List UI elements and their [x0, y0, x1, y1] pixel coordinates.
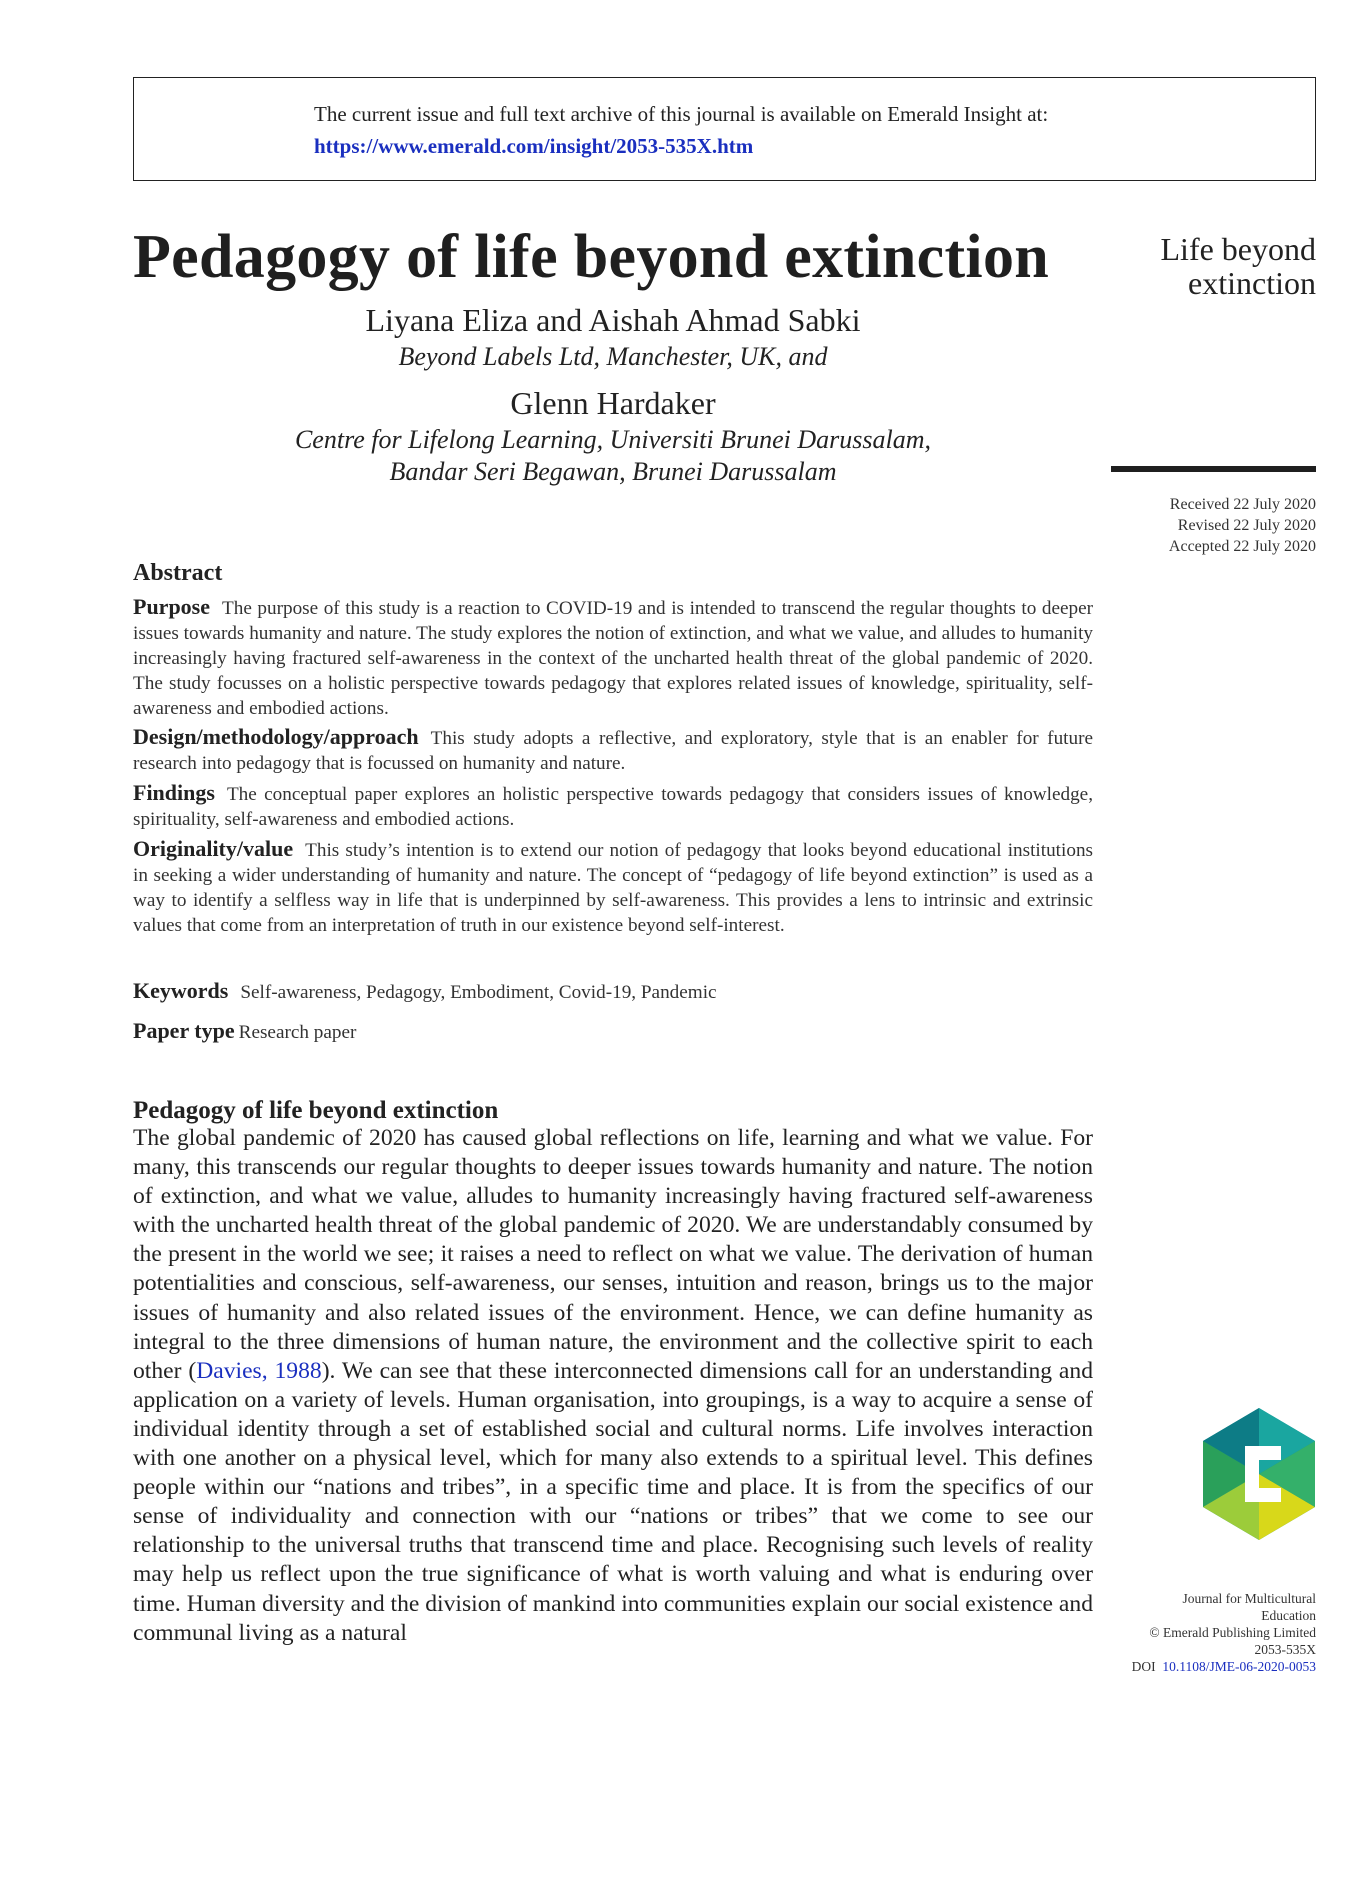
purpose-label: Purpose	[133, 594, 210, 619]
abstract-design	[133, 724, 1093, 776]
design-label: Design/methodology/approach	[133, 724, 419, 749]
running-title-line2: extinction	[1188, 265, 1316, 301]
findings-label: Findings	[133, 780, 215, 805]
abstract-findings	[133, 780, 1093, 832]
body-paragraph	[133, 1124, 1093, 1648]
accepted-date: Accepted 22 July 2020	[1168, 538, 1316, 555]
originality-label: Originality/value	[133, 836, 294, 861]
doi-label: DOI	[1131, 1659, 1156, 1674]
originality-text: This study’s intention is to extend our notion of pedagogy that looks beyond educational institutions in seeking a wider understanding of humanity and nature. The concept of “pedagogy of life beyond extinction” is used as a way to identify a selfless way in life that is underpinned by self-awareness. This provides a lens to intrinsic and extrinsic values that come from an interpretation of truth in our existence beyond self-interest.	[133, 840, 1093, 936]
running-title-line1: Life beyond	[1160, 231, 1316, 267]
affiliation-2-line1: Centre for Lifelong Learning, Universiti Brunei Darussalam,	[294, 425, 932, 454]
design-text: This study adopts a reflective, and exploratory, style that is an enabler for future research into pedagogy that is focussed on humanity and nature.	[133, 728, 1093, 774]
author-group-2	[133, 385, 1093, 422]
purpose-text: The purpose of this study is a reaction to COVID-19 and is intended to transcend the regular thoughts to deeper issues towards humanity and nature. The study explores the notion of extinction, and what we value, and alludes to humanity increasingly having fractured self-awareness in the context of the uncharted health threat of the global pandemic of 2020. The study focusses on a holistic perspective towards pedagogy that explores related issues of knowledge, spirituality, self-awareness and embodied actions.	[133, 598, 1093, 719]
doi-link[interactable]: 10.1108/JME-06-2020-0053	[1162, 1659, 1316, 1674]
received-date: Received 22 July 2020	[1169, 496, 1316, 513]
access-notice: The current issue and full text archive of this journal is available on Emerald Insight at:	[314, 102, 1049, 126]
abstract-purpose	[133, 594, 1093, 721]
submission-dates	[1169, 494, 1316, 557]
journal-name-line1: Journal for Multicultural	[1182, 1591, 1316, 1606]
paper-title: Pedagogy of life beyond extinction	[133, 223, 1050, 291]
author-names-1: Liyana Eliza and Aishah Ahmad Sabki	[365, 302, 861, 338]
paper-type-text: Research paper	[238, 1022, 357, 1043]
revised-date: Revised 22 July 2020	[1177, 517, 1316, 534]
author-group-1	[133, 302, 1093, 339]
abstract-originality	[133, 836, 1093, 938]
journal-info	[1132, 1590, 1316, 1675]
affiliation-2	[133, 425, 1093, 487]
body-text-part2: ). We can see that these interconnected dimensions call for an understanding and application on a variety of levels. Human organisation, into groupings, is a way to acquire a sense of individual identity through a set of established social and cultural norms. Life involves interaction with one another on a physical level, which for many also extends to a spiritual level. This defines people within our “nations and tribes”, in a specific time and place. It is from the specifics of our sense of individuality and connection with our “nations or tribes” that we come to see our relationship to the universal truths that transcend time and place. Recognising such levels of reality may help us reflect upon the true significance of what is worth valuing and what is enduring over time. Human diversity and the division of mankind into communities explain our social existence and communal living as a natural	[133, 1357, 1094, 1646]
emerald-logo-icon	[1203, 1408, 1315, 1540]
section-heading: Pedagogy of life beyond extinction	[133, 1097, 499, 1124]
paper-type	[133, 1018, 356, 1044]
journal-access-box	[133, 77, 1316, 181]
margin-divider	[1111, 466, 1316, 472]
citation-link[interactable]: Davies, 1988	[196, 1357, 322, 1384]
keywords-label: Keywords	[133, 978, 229, 1003]
keywords	[133, 978, 717, 1004]
journal-url-link[interactable]: https://www.emerald.com/insight/2053-535X.htm	[314, 134, 754, 158]
body-text-part1: The global pandemic of 2020 has caused global reflections on life, learning and what we value. For many, this transcends our regular thoughts to deeper issues towards humanity and nature. The notion of extinction, and what we value, alludes to humanity increasingly having fractured self-awareness with the uncharted health threat of the global pandemic of 2020. We are understandably consumed by the present in the world we see; it raises a need to reflect on what we value. The derivation of human potentialities and conscious, self-awareness, our senses, intuition and reason, brings us to the major issues of humanity and also related issues of the environment. Hence, we can define humanity as integral to the three dimensions of human nature, the environment and the collective spirit to each other (	[133, 1125, 1093, 1384]
findings-text: The conceptual paper explores an holistic perspective towards pedagogy that considers issues of knowledge, spirituality, self-awareness and embodied actions.	[133, 784, 1093, 830]
author-names-2: Glenn Hardaker	[510, 385, 716, 421]
doi	[1132, 1658, 1316, 1675]
issn: 2053-535X	[1254, 1642, 1316, 1657]
affiliation-1-text: Beyond Labels Ltd, Manchester, UK, and	[398, 342, 828, 371]
running-title	[1161, 232, 1317, 300]
journal-name-line2: Education	[1261, 1608, 1316, 1623]
keywords-text: Self-awareness, Pedagogy, Embodiment, Covid-19, Pandemic	[240, 982, 717, 1003]
affiliation-2-line2: Bandar Seri Begawan, Brunei Darussalam	[389, 457, 837, 486]
abstract-heading: Abstract	[133, 560, 223, 586]
publisher: © Emerald Publishing Limited	[1149, 1625, 1316, 1640]
affiliation-1	[133, 342, 1093, 372]
paper-type-label: Paper type	[133, 1018, 235, 1043]
